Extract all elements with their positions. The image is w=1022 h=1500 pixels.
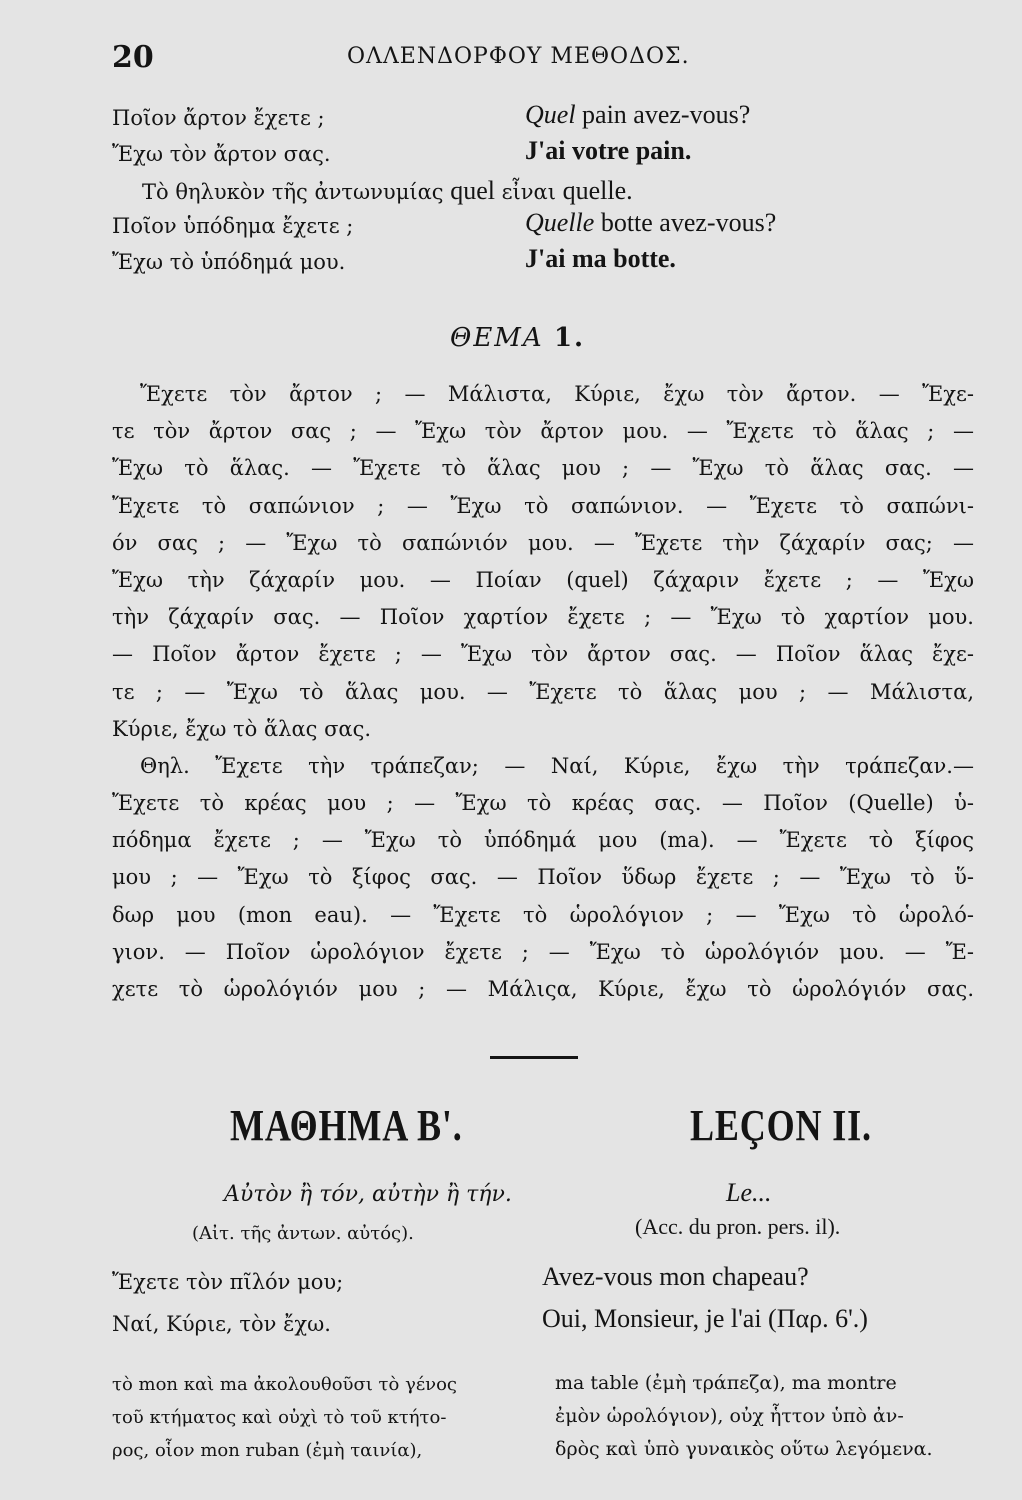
greek-phrase: Ποῖον ἄρτον ἔχετε ; — [112, 106, 325, 130]
theme-heading — [450, 323, 585, 353]
french-subheading: Le... — [726, 1178, 772, 1207]
footnote-row — [112, 1438, 992, 1471]
exercise-line: χετε τὸ ὡρολόγιόν μου ; — Μάλιςα, Κύριε, ἔχω τὸ ὡρολόγιόν σας. — [112, 977, 974, 1001]
theme-number: 1. — [553, 323, 586, 353]
french-subheading-note: (Acc. du pron. pers. il). — [635, 1214, 841, 1239]
exercise-line: Ἔχω τὴν ζάχαρίν μου. — Ποίαν (quel) ζάχαριν ἔχετε ; — Ἔχω — [112, 567, 974, 592]
exercise-line: τε ; — Ἔχω τὸ ἅλας μου. — Ἔχετε τὸ ἅλας μου ; — Μάλιστα, — [112, 679, 974, 704]
pair-row — [112, 100, 972, 136]
footnote-left: τοῦ κτήματος καὶ οὐχὶ τὸ τοῦ κτήτο- — [112, 1407, 447, 1428]
exercise-line: μου ; — Ἔχω τὸ ξίφος σας. — Ποῖον ὕδωρ ἔχετε ; — Ἔχω τὸ ὕ- — [112, 865, 974, 890]
exercise-line: Θηλ. Ἔχετε τὴν τράπεζαν; — Ναί, Κύριε, ἔχω τὴν τράπεζαν.— — [140, 753, 974, 778]
exercise-line: πόδημα ἔχετε ; — Ἔχω τὸ ὑπόδημά μου (ma). — Ἔχετε τὸ ξίφος — [112, 828, 974, 853]
french-phrase: J'ai votre pain. — [525, 136, 692, 165]
note-french-2: quelle. — [562, 176, 633, 205]
footnote-row — [112, 1405, 992, 1438]
footnote-right: δρὸς καὶ ὑπὸ γυναικὸς οὕτω λεγόμενα. — [555, 1438, 933, 1460]
french-rest: botte avez-vous? — [594, 208, 777, 237]
greek-phrase: Ποῖον ὑπόδημα ἔχετε ; — [112, 214, 354, 238]
section-divider — [490, 1056, 578, 1059]
page-header — [112, 40, 972, 80]
french-example: Oui, Monsieur, je l'ai (Παρ. 6'.) — [542, 1304, 868, 1333]
page-number: 20 — [112, 40, 154, 75]
pair-row — [112, 208, 972, 244]
exercise-line: όν σας ; — Ἔχω τὸ σαπώνιόν μου. — Ἔχετε τὴν ζάχαρίν σας; — — [112, 530, 974, 555]
french-phrase — [525, 208, 776, 238]
greek-phrase: Ἔχω τὸν ἄρτον σας. — [112, 142, 331, 166]
footnote-right: ἐμὸν ὡρολόγιον), οὐχ ἧττον ὑπὸ ἀν- — [555, 1405, 904, 1427]
french-phrase — [525, 100, 750, 130]
exercise-line: Ἔχετε τὸν ἄρτον ; — Μάλιστα, Κύριε, ἔχω τὸν ἄρτον. — Ἔχε- — [140, 382, 974, 406]
grammar-note-row — [112, 172, 972, 208]
pair-row — [112, 136, 972, 172]
greek-lesson-heading: ΜΑΘΗΜΑ Β'. — [230, 1101, 463, 1150]
vocabulary-pairs — [112, 100, 972, 280]
footnote-right: ma table (ἐμὴ τράπεζα), ma montre — [555, 1372, 897, 1394]
exercise-line: γιον. — Ποῖον ὡρολόγιον ἔχετε ; — Ἔχω τὸ ὡρολόγιόν μου. — Ἔ- — [112, 939, 974, 964]
exercise-line: — Ποῖον ἄρτον ἔχετε ; — Ἔχω τὸν ἄρτον σας. — Ποῖον ἅλας ἔχε- — [112, 642, 974, 667]
greek-example: Ναί, Κύριε, τὸν ἔχω. — [112, 1312, 331, 1336]
exercise-line: τὴν ζάχαρίν σας. — Ποῖον χαρτίον ἔχετε ; — Ἔχω τὸ χαρτίον μου. — [112, 605, 974, 630]
example-row — [112, 1262, 992, 1304]
note-greek-2: εἶναι — [494, 180, 563, 204]
note-french-1: quel — [450, 176, 495, 205]
theme-word: ΘΕΜΑ — [450, 323, 554, 353]
exercise-line: δωρ μου (mon eau). — Ἔχετε τὸ ὡρολόγιον ; — Ἔχω τὸ ὡρολό- — [112, 902, 974, 927]
exercise-line: Κύριε, ἔχω τὸ ἅλας σας. — [112, 716, 372, 741]
french-lesson-heading: LEÇON II. — [690, 1101, 872, 1150]
footnote-row — [112, 1372, 992, 1405]
greek-phrase: Ἔχω τὸ ὑπόδημά μου. — [112, 250, 346, 274]
pair-row — [112, 244, 972, 280]
grammar-note — [142, 176, 633, 206]
footnote-left: τὸ mon καὶ ma ἀκολουθοῦσι τὸ γένος — [112, 1374, 458, 1395]
exercise-line: τε τὸν ἄρτον σας ; — Ἔχω τὸν ἄρτον μου. — Ἔχετε τὸ ἅλας ; — — [112, 419, 974, 444]
note-greek-1: Τὸ θηλυκὸν τῆς ἀντωνυμίας — [142, 180, 451, 204]
french-emphasis: Quel — [525, 100, 576, 129]
exercise-text — [112, 382, 974, 1014]
footnote — [112, 1372, 992, 1471]
exercise-line: Ἔχετε τὸ σαπώνιον ; — Ἔχω τὸ σαπώνιον. — Ἔχετε τὸ σαπώνι- — [112, 493, 974, 518]
footnote-left: ρος, οἷον mon ruban (ἐμὴ ταινία), — [112, 1440, 423, 1461]
greek-subheading: Αὐτὸν ἢ τόν, αὐτὴν ἢ τήν. — [224, 1182, 512, 1207]
exercise-line: Ἔχετε τὸ κρέας μου ; — Ἔχω τὸ κρέας σας. — Ποῖον (Quelle) ὑ- — [112, 791, 974, 816]
french-rest: pain avez-vous? — [575, 100, 751, 129]
french-example: Avez-vous mon chapeau? — [542, 1262, 809, 1291]
french-phrase: J'ai ma botte. — [525, 244, 676, 273]
example-pairs — [112, 1262, 992, 1346]
example-row — [112, 1304, 992, 1346]
french-emphasis: Quelle — [525, 208, 595, 237]
greek-example: Ἔχετε τὸν πῖλόν μου; — [112, 1270, 344, 1294]
greek-subheading-note: (Αἰτ. τῆς ἀντων. αὐτός). — [192, 1223, 414, 1244]
running-title: ΟΛΛΕΝΔΟΡΦΟΥ ΜΕΘΟΔΟΣ. — [347, 44, 690, 69]
exercise-line: Ἔχω τὸ ἅλας. — Ἔχετε τὸ ἅλας μου ; — Ἔχω τὸ ἅλας σας. — — [112, 456, 974, 481]
